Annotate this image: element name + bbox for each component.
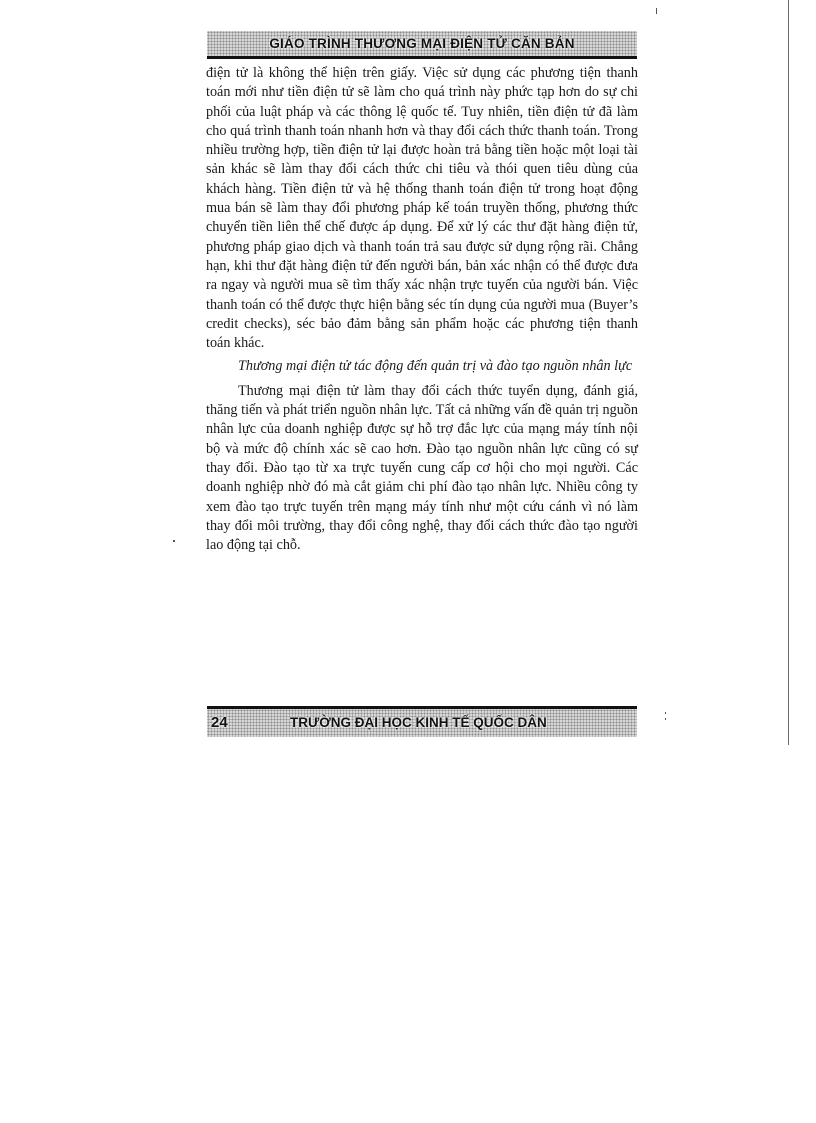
scan-edge-line xyxy=(788,0,789,745)
scan-speck xyxy=(665,712,666,714)
body-paragraph-1: điện tử là không thể hiện trên giấy. Việc sử dụng các phương tiện thanh toán mới như tiền điện tử sẽ làm cho quá trình này phức tạp hơn do sự chi phối của luật pháp và các thông lệ quốc tế. Tuy nhiên, tiền điện tử đã làm cho quá trình thanh toán nhanh hơn và thay đổi cách thức thanh toán. Trong nhiều trường hợp, tiền điện tử lại được hoàn trả bằng tiền hoặc một loại tài sản khác sẽ làm thay đổi cách thức chi tiêu và thói quen tiêu dùng của khách hàng. Tiền điện tử và hệ thống thanh toán điện tử trong hoạt động mua bán sẽ làm thay đổi phương pháp kế toán truyền thống, phương thức chuyển tiền liên thể chế được áp dụng. Để xử lý các thư đặt hàng điện tử, phương pháp giao dịch và thanh toán trả sau được sử dụng rộng rãi. Chẳng hạn, khi thư đặt hàng điện tử đến người bán, bản xác nhận có thể được đưa ra ngay và người mua sẽ tìm thấy xác nhận trực tuyến của người bán. Việc thanh toán có thể được thực hiện bằng séc tín dụng của người mua (Buyer’s credit checks), séc bảo đảm bằng sản phẩm hoặc các phương tiện thanh toán khác. xyxy=(206,65,638,352)
section-heading: Thương mại điện tử tác động đến quản trị và đào tạo nguồn nhân lực xyxy=(238,358,633,375)
body-paragraph-2: Thương mại điện tử làm thay đổi cách thức tuyển dụng, đánh giá, thăng tiến và phát triển nguồn nhân lực. Tất cả những vấn đề quản trị nguồn nhân lực của doanh nghiệp được sự hỗ trợ đắc lực của mạng máy tính nội bộ và mức độ chính xác sẽ cao hơn. Đào tạo nguồn nhân lực cũng có sự thay đổi. Đào tạo từ xa trực tuyến cung cấp cơ hội cho mọi người. Các doanh nghiệp nhờ đó mà cắt giảm chi phí đào tạo nhân lực. Nhiều công ty xem đào tạo trực tuyến trên mạng máy tính như một cứu cánh vì nó làm thay đổi môi trường, thay đổi công nghệ, thay đổi cách thức đào tạo người lao động tại chỗ. xyxy=(206,382,638,554)
scan-speck xyxy=(173,540,175,542)
scan-speck xyxy=(656,8,657,14)
running-header-title: GIÁO TRÌNH THƯƠNG MẠI ĐIỆN TỬ CĂN BẢN xyxy=(269,36,575,51)
running-footer-title: TRƯỜNG ĐẠI HỌC KINH TẾ QUỐC DÂN xyxy=(290,715,547,730)
page-content xyxy=(206,64,638,555)
page-number: 24 xyxy=(211,714,228,731)
scan-speck xyxy=(665,718,666,720)
